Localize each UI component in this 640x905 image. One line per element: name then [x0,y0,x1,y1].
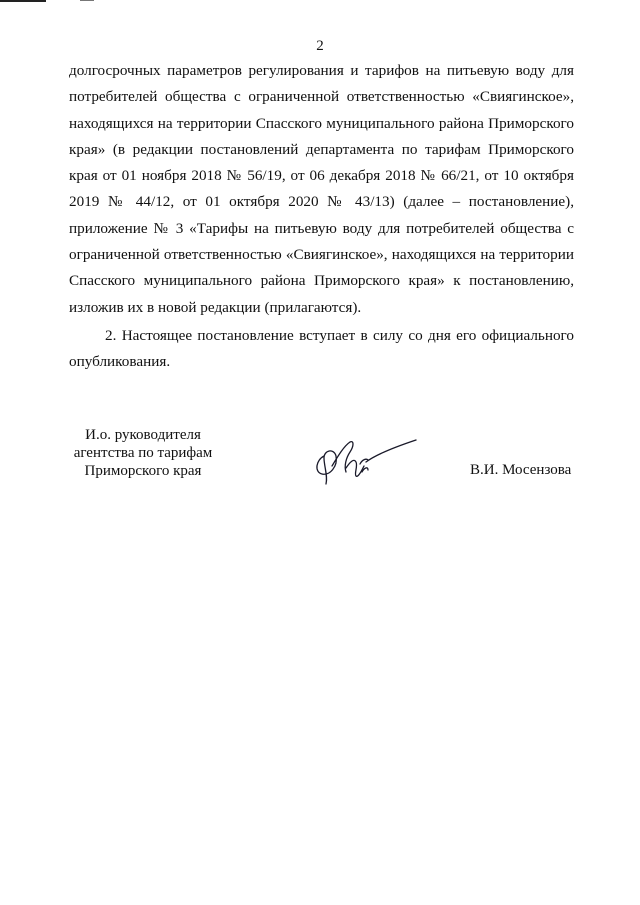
signer-name: В.И. Мосензова [470,462,572,478]
signer-position-line-3: Приморского края [84,463,202,479]
page-number: 2 [316,38,324,54]
body-paragraph-1: долгосрочных параметров регулирования и тарифов на питьевую воду для потребителей общества с ограниченной ответственностью «Свиягинское», находящихся на территории Спасского муниципального района Приморского края» (в редакции постановлений департамента по тарифам Приморского края от 01 ноября 2018 № 56/19, от 06 декабря 2018 № 66/21, от 10 октября 2019 № 44/12, от 01 октября 2020 № 43/13) (далее – постановление), приложение № 3 «Тарифы на питьевую воду для потребителей общества с ограниченной ответственностью «Свиягинское», находящихся на территории Спасского муниципального района Приморского края» к постановлению, изложив их в новой редакции (прилагаются). [69,62,574,316]
handwritten-signature-icon [310,426,420,488]
document-body [69,58,574,376]
signer-position-line-1: И.о. руководителя [85,427,201,443]
body-paragraph-2: 2. Настоящее постановление вступает в силу со дня его официального опубликования. [69,326,574,371]
signer-position [58,426,228,480]
scan-edge-mark-small [80,0,94,1]
signer-position-line-2: агентства по тарифам [73,445,213,461]
scan-edge-mark [0,0,46,2]
